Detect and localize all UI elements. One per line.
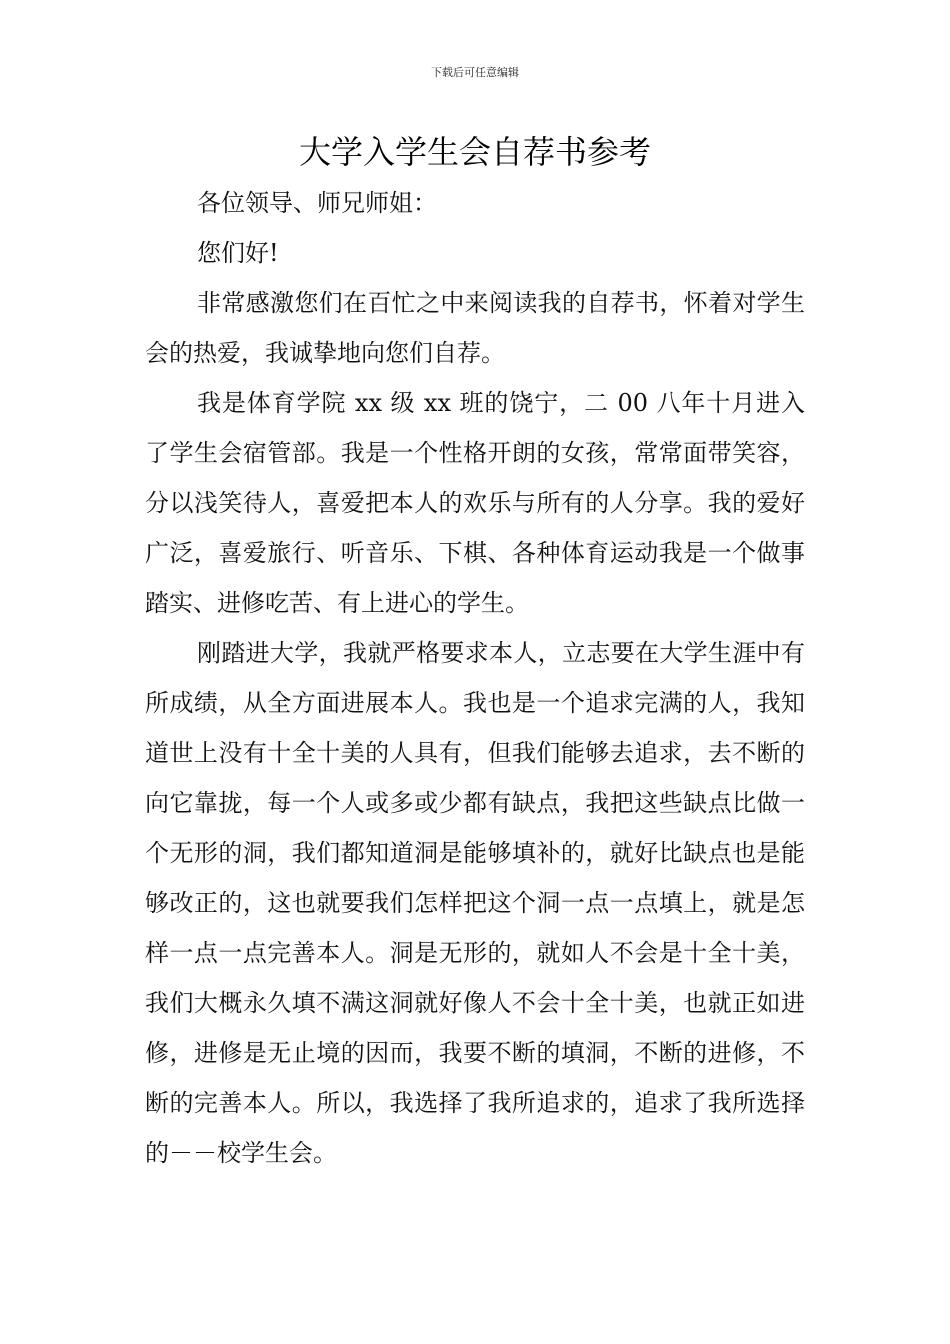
- salutation: [145, 178, 805, 228]
- paragraph-3: [145, 628, 805, 1178]
- paragraph-1: [145, 278, 805, 378]
- greeting: [145, 228, 805, 278]
- greeting-text: 您们好!: [197, 239, 279, 267]
- document-title: 大学入学生会自荐书参考: [298, 133, 651, 171]
- paragraph-2: [145, 378, 805, 628]
- paragraph-3-text: 刚踏进大学，我就严格要求本人，立志要在大学生涯中有所成绩，从全方面进展本人。我也是一个追求完满的人，我知道世上没有十全十美的人具有，但我们能够去追求，去不断的向它靠拢，每一个人或多或少都有缺点，我把这些缺点比做一个无形的洞，我们都知道洞是能够填补的，就好比缺点也是能够改正的，这也就要我们怎样把这个洞一点一点填上，就是怎样一点一点完善本人。洞是无形的，就如人不会是十全十美，我们大概永久填不满这洞就好像人不会十全十美，也就正如进修，进修是无止境的因而，我要不断的填洞，不断的进修，不断的完善本人。所以，我选择了我所追求的，追求了我所选择的－－校学生会。: [145, 639, 805, 1167]
- header-note: 下载后可任意编辑: [431, 66, 519, 79]
- salutation-text: 各位领导、师兄师姐：: [197, 189, 437, 217]
- paragraph-1-text: 非常感激您们在百忙之中来阅读我的自荐书，怀着对学生会的热爱，我诚挚地向您们自荐。: [145, 289, 805, 367]
- paragraph-2-text: 我是体育学院 xx 级 xx 班的饶宁，二 00 八年十月进入了学生会宿管部。我是一个性格开朗的女孩，常常面带笑容，分以浅笑待人，喜爱把本人的欢乐与所有的人分享。我的爱好广泛，喜爱旅行、听音乐、下棋、各种体育运动我是一个做事踏实、进修吃苦、有上进心的学生。: [145, 389, 805, 617]
